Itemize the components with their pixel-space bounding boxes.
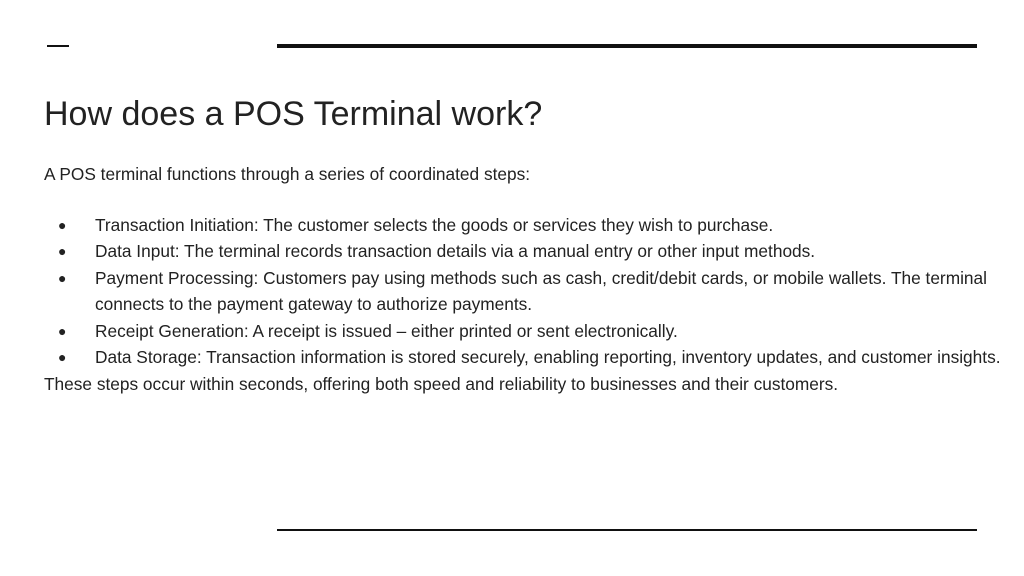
bullet-icon: ● [58, 216, 67, 233]
slide-body [44, 161, 1019, 397]
bullet-icon: ● [58, 243, 67, 259]
step-text: Data Input: The terminal records transaction details via a manual entry or other input methods. [95, 241, 816, 261]
list-item [44, 238, 1019, 265]
closing-text: These steps occur within seconds, offering both speed and reliability to businesses and their customers. [44, 373, 839, 394]
bottom-rule [277, 529, 977, 531]
list-item [44, 318, 1019, 345]
steps-list [44, 212, 1019, 371]
list-item [44, 344, 1019, 371]
step-text: Data Storage: Transaction information is stored securely, enabling reporting, inventory updates, and customer insights. [95, 347, 1001, 367]
bullet-icon: ● [58, 349, 67, 365]
step-text: Payment Processing: Customers pay using methods such as cash, credit/debit cards, or mobile wallets. The terminal connects to the payment gateway to authorize payments. [95, 267, 987, 314]
step-text: Transaction Initiation: The customer selects the goods or services they wish to purchase. [95, 214, 774, 235]
bullet-icon: ● [58, 322, 67, 339]
intro-text: A POS terminal functions through a series of coordinated steps: [44, 164, 531, 184]
list-item [44, 212, 1019, 239]
paragraph-gap [44, 188, 1019, 212]
slide-title: How does a POS Terminal work? [44, 95, 543, 133]
decorative-dash [47, 45, 69, 47]
top-rule [277, 44, 977, 48]
list-item [44, 265, 1019, 318]
bullet-icon: ● [58, 269, 67, 286]
step-text: Receipt Generation: A receipt is issued – either printed or sent electronically. [95, 320, 678, 341]
